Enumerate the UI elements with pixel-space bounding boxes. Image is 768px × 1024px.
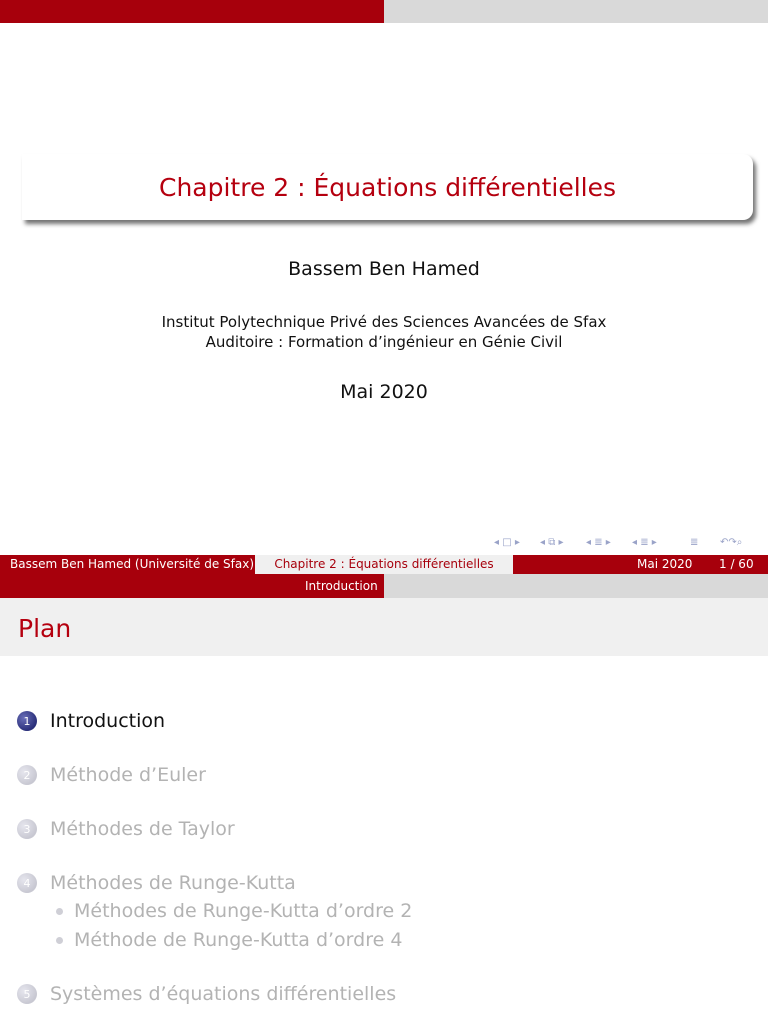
- toc-label: Méthode d’Euler: [50, 764, 206, 786]
- footer-date: Mai 2020: [637, 557, 693, 571]
- toc-label: Méthodes de Taylor: [50, 818, 235, 840]
- current-section[interactable]: Introduction: [305, 579, 378, 593]
- toc-number-ball: 2: [17, 765, 37, 785]
- header-bar-grey: [384, 0, 768, 23]
- frame-title: Plan: [18, 614, 72, 643]
- title-box: [22, 154, 753, 220]
- institute-name: Institut Polytechnique Privé des Sciences Avancées de Sfax: [161, 313, 607, 331]
- toc-subitem-label: Méthode de Runge-Kutta d’ordre 4: [74, 929, 403, 951]
- section-bar: [0, 574, 768, 598]
- header-bar: [0, 0, 768, 23]
- presentation-title: Chapitre 2 : Équations différentielles: [158, 172, 616, 202]
- toc-subitem-label: Méthodes de Runge-Kutta d’ordre 2: [74, 900, 413, 922]
- toc-item-euler[interactable]: [17, 764, 206, 786]
- nav-frame-icon[interactable]: ◂ □ ▸: [494, 537, 520, 548]
- toc-subitem-rk4[interactable]: [56, 929, 402, 951]
- institute-block: [0, 312, 768, 352]
- section-bar-grey: [384, 574, 768, 598]
- toc-item-introduction[interactable]: [17, 710, 165, 732]
- toc-label: Méthodes de Runge-Kutta: [50, 872, 296, 894]
- footer-title: Chapitre 2 : Équations différentielles: [255, 555, 513, 574]
- toc-label: Introduction: [50, 710, 166, 732]
- author-name: Bassem Ben Hamed: [288, 258, 480, 280]
- bullet-icon: [56, 908, 63, 915]
- nav-section-icon[interactable]: ◂ ≣ ▸: [586, 537, 611, 548]
- footer-author: Bassem Ben Hamed (Université de Sfax): [0, 555, 255, 574]
- nav-appendix-icon[interactable]: ≣: [690, 537, 699, 548]
- footer-date-page: [513, 555, 768, 574]
- audience-line: Auditoire : Formation d’ingénieur en Génie Civil: [205, 333, 563, 351]
- frame-title-bar: [0, 598, 768, 656]
- toc-number-ball: 3: [17, 819, 37, 839]
- toc-number-ball: 5: [17, 984, 37, 1004]
- toc-label: Systèmes d’équations différentielles: [50, 983, 397, 1005]
- toc-item-systems[interactable]: [17, 983, 396, 1005]
- toc-number-ball: 1: [17, 711, 37, 731]
- bullet-icon: [56, 937, 63, 944]
- section-bar-red: [0, 574, 384, 598]
- toc-number-ball: 4: [17, 873, 37, 893]
- nav-document-icon[interactable]: ◂ ≣ ▸: [632, 537, 657, 548]
- header-bar-red: [0, 0, 384, 23]
- toc-subitem-rk2[interactable]: [56, 900, 412, 922]
- nav-subsection-icon[interactable]: ◂ ⧉ ▸: [540, 537, 564, 548]
- nav-search-icon[interactable]: ↶↷⌕: [720, 537, 743, 548]
- presentation-date: Mai 2020: [340, 381, 428, 403]
- footline: [0, 555, 768, 574]
- footer-page-number: 1 / 60: [719, 557, 754, 571]
- toc-item-taylor[interactable]: [17, 818, 235, 840]
- toc-item-runge-kutta[interactable]: [17, 872, 296, 894]
